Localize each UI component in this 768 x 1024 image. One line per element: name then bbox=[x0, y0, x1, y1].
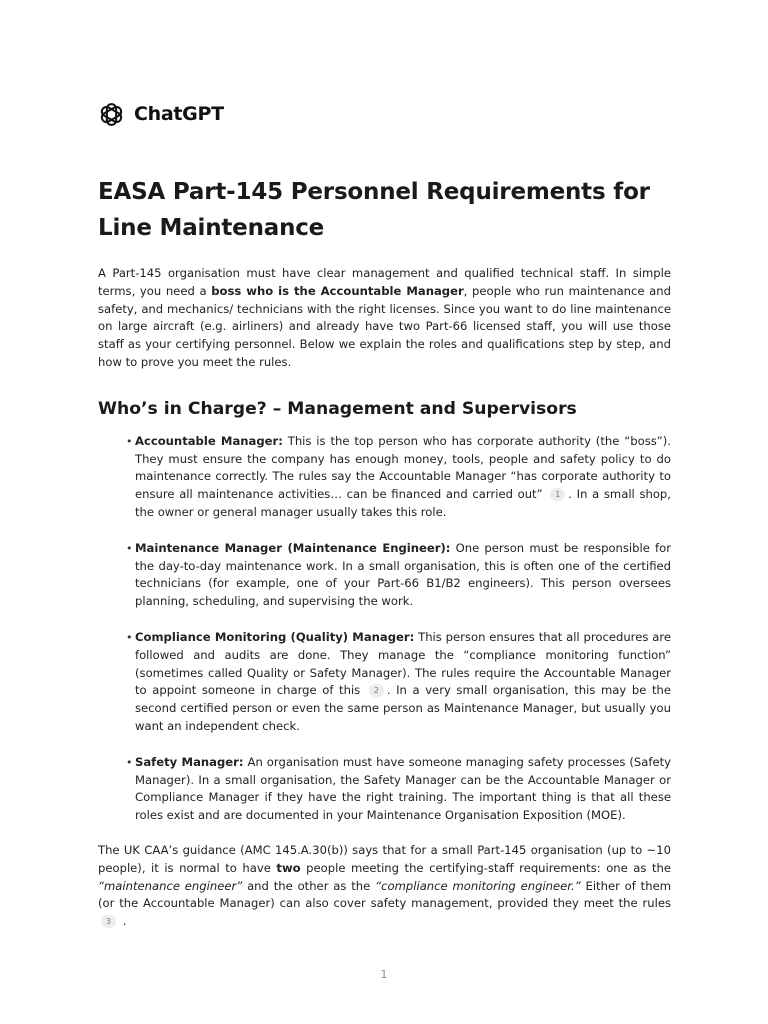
closing-paragraph: The UK CAA’s guidance (AMC 145.A.30(b)) says that for a small Part-145 organisation (up to ~10 people), it is normal to have two people meeting the certifying-staff requirements: one as the “maintenance engineer” and the other as the “compliance monitoring engineer.” Either of them (or the Accountable Manager) can also cover safety management, provided they meet the rules 3 . bbox=[98, 842, 671, 929]
openai-logo-icon bbox=[98, 101, 125, 128]
closing-italic: “compliance monitoring engineer.” bbox=[375, 878, 581, 893]
citation-badge[interactable]: 1 bbox=[550, 488, 565, 501]
citation-badge[interactable]: 2 bbox=[369, 684, 384, 697]
role-safety-manager: • Safety Manager: An organisation must have someone managing safety processes (Safety Manager). In a small organisation, the Safety Manager can be the Accountable Manager or Compliance Manager if they have the right training. The important thing is that all these roles exist and are documented in your Maintenance Organisation Exposition (MOE). bbox=[135, 754, 671, 825]
role-label: Compliance Monitoring (Quality) Manager: bbox=[135, 629, 415, 644]
citation-badge[interactable]: 3 bbox=[101, 915, 116, 928]
page-number: 1 bbox=[380, 969, 388, 981]
document-title: EASA Part-145 Personnel Requirements for Line Maintenance bbox=[98, 179, 650, 241]
role-compliance-manager: • Compliance Monitoring (Quality) Manager: This person ensures that all procedures are followed and audits are done. They manage the “compliance monitoring function” (sometimes called Quality or Safety Manager). The rules require the Accountable Manager to appoint someone in charge of this 2 . In a very small organisation, this may be the second certified person or even the same person as Maintenance Manager, but usually you want an independent check. bbox=[135, 629, 671, 736]
document-page bbox=[98, 98, 671, 931]
section-heading: Who’s in Charge? – Management and Supervisors bbox=[98, 398, 577, 419]
role-accountable-manager: • Accountable Manager: This is the top person who has corporate authority (the “boss”). They must ensure the company has enough money, tools, people and safety policy to do maintenance correctly. The rules say the Accountable Manager “has corporate authority to ensure all maintenance activities… can be financed and carried out” 1 . In a small shop, the owner or general manager usually takes this role. bbox=[135, 433, 671, 522]
role-label: Maintenance Manager (Maintenance Engineer): bbox=[135, 540, 451, 555]
closing-emphasis: two bbox=[276, 860, 301, 875]
intro-paragraph: A Part-145 organisation must have clear management and qualified technical staff. In simple terms, you need a boss who is the Accountable Manager, people who run maintenance and safety, and mechanics/ technicians with the right licenses. Since you want to do line maintenance on large aircraft (e.g. airliners) and already have two Part-66 licensed staff, you will use those staff as your certifying personnel. Below we explain the roles and qualifications step by step, and how to prove you meet the rules. bbox=[98, 266, 671, 369]
closing-italic: “maintenance engineer” bbox=[98, 878, 243, 893]
role-maintenance-manager: • Maintenance Manager (Maintenance Engineer): One person must be responsible for the day-to-day maintenance work. In a small organisation, this is often one of the certified technicians (for example, one of your Part-66 B1/B2 engineers). This person oversees planning, scheduling, and supervising the work. bbox=[135, 540, 671, 611]
brand-name: ChatGPT bbox=[134, 103, 224, 125]
role-label: Accountable Manager: bbox=[135, 433, 283, 448]
intro-emphasis: boss who is the Accountable Manager bbox=[211, 283, 464, 298]
brand-header bbox=[98, 98, 671, 130]
roles-list bbox=[98, 433, 671, 825]
role-label: Safety Manager: bbox=[135, 754, 244, 769]
